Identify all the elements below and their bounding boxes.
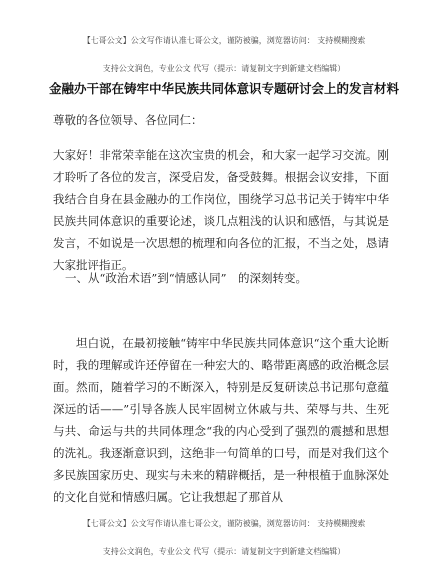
header-banner-line2: 支持公文润色，专业公文 代写（提示：请复制文字到新建文档编辑） [102,64,346,73]
salutation: 尊敬的各位领导、各位同仁： [53,113,203,127]
document-title: 金融办干部在铸牢中华民族共同体意识专题研讨会上的发言材料 [48,81,399,96]
header-banner-line1: 【七哥公文】公文写作请认准七哥公文，谨防被骗，浏览器访问： 支持模糊搜索 [82,36,366,45]
section-heading-1: 一、从“政治术语”到“情感认同” 的深刻转变。 [65,271,308,285]
paragraph-intro: 大家好！非常荣幸能在这次宝贵的机会，和大家一起学习交流。刚才聆听了各位的发言，深受启发，备受鼓舞。根据会议安排，下面我结合自身在县金融办的工作岗位，围绕学习总书记关于铸牢中华民族共同体意识的重要论述，谈几点粗浅的认识和感悟，与其说是发言，不如说是一次思想的梳理和向各位的汇报，不当之处，恳请大家批评指正。 [53,148,389,272]
paragraph-section-1: 坦白说，在最初接触“铸牢中华民族共同体意识“这个重大论断时，我的理解或许还停留在一种宏大的、略带距离感的政治概念层面。然而，随着学习的不断深入，特别是反复研读总书记那句意蕴深远的话——”引导各族人民牢固树立休戚与共、荣辱与共、生死与共、命运与共的共同体理念“我的内心受到了强烈的震撼和思想的洗礼。我逐渐意识到，这绝非一句简单的口号，而是对我们这个多民族国家历史、现实与未来的精辟概括，是一种根植于血脉深处的文化自觉和情感归属。它让我想起了那首从 [53,336,389,504]
footer-banner-line2: 支持公文润色，专业公文 代写（提示：请复制文字到新建文档编辑） [102,547,346,556]
footer-banner-line1: 【七哥公文】公文写作请认准七哥公文，谨防被骗，浏览器访问： 支持模糊搜索 [82,519,366,528]
